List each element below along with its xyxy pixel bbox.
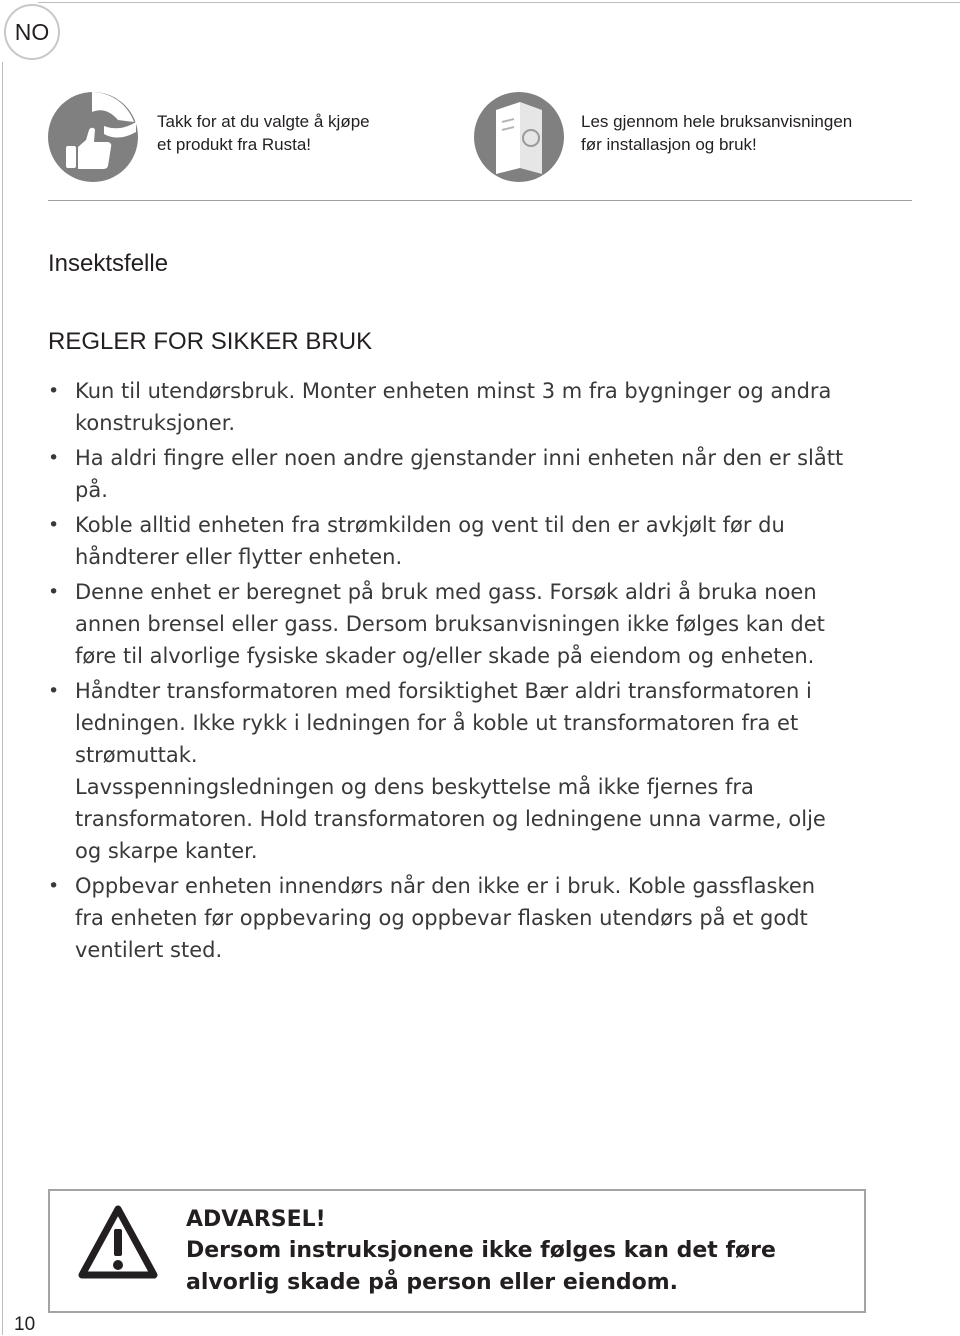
header-thanks-text: Takk for at du valgte å kjøpe et produkt fra Rusta! <box>157 112 370 154</box>
safety-rule <box>48 576 848 672</box>
page-number: 10 <box>14 1314 36 1335</box>
bullet: • <box>48 581 60 603</box>
warning-box <box>48 1189 866 1313</box>
rule-text: Håndter transformatoren med forsiktighet Bær aldri transformatoren i ledningen. Ikke rykk i ledningen for å koble ut transformatoren fra et strømuttak. <box>75 679 812 767</box>
page-frame-left <box>2 62 3 1335</box>
language-badge: NO <box>4 4 60 60</box>
header-read-manual-text: Les gjennom hele bruksanvisningen før installasjon og bruk! <box>581 112 853 154</box>
rule-text: Oppbevar enheten innendørs når den ikke er i bruk. Koble gassflasken fra enheten før oppbevaring og oppbevar flasken utendørs på et godt ventilert sted. <box>75 874 816 962</box>
bullet: • <box>48 380 60 402</box>
bullet: • <box>48 875 60 897</box>
warning-text: Dersom instruksjonene ikke følges kan det føre alvorlig skade på person eller eiendom. <box>186 1238 776 1295</box>
rule-text: Koble alltid enheten fra strømkilden og vent til den er avkjølt før du håndterer eller flytter enheten. <box>75 513 785 569</box>
bullet: • <box>48 447 60 469</box>
page-frame-top <box>38 2 960 3</box>
bullet: • <box>48 514 60 536</box>
safety-rule <box>48 375 848 439</box>
manual-icon <box>474 92 564 182</box>
safety-rule <box>48 509 848 573</box>
section-title: REGLER FOR SIKKER BRUK <box>48 328 373 355</box>
safety-rule <box>48 442 848 506</box>
safety-rule <box>48 870 848 966</box>
warning-triangle-icon <box>78 1205 158 1279</box>
bullet: • <box>48 680 60 702</box>
rule-text: Ha aldri fingre eller noen andre gjenstander inni enheten når den er slått på. <box>75 446 844 502</box>
rule-text: Lavsspenningsledningen og dens beskyttelse må ikke fjernes fra transformatoren. Hold transformatoren og ledningene unna varme, olje og skarpe kanter. <box>75 775 826 863</box>
document-title: Insektsfelle <box>48 250 169 277</box>
rule-text: Kun til utendørsbruk. Monter enheten minst 3 m fra bygninger og andra konstruksjoner. <box>75 379 832 435</box>
header-divider <box>48 200 912 201</box>
safety-rules-list <box>48 375 848 969</box>
rule-text: Denne enhet er beregnet på bruk med gass. Forsøk aldri å bruka noen annen brensel eller gass. Dersom bruksanvisningen ikke følges kan det føre til alvorlige fysiske skader og/eller skade på eiendom og enheten. <box>75 580 825 668</box>
safety-rule <box>48 675 848 867</box>
warning-title: ADVARSEL! <box>186 1207 326 1232</box>
thumbs-up-icon <box>48 92 138 182</box>
